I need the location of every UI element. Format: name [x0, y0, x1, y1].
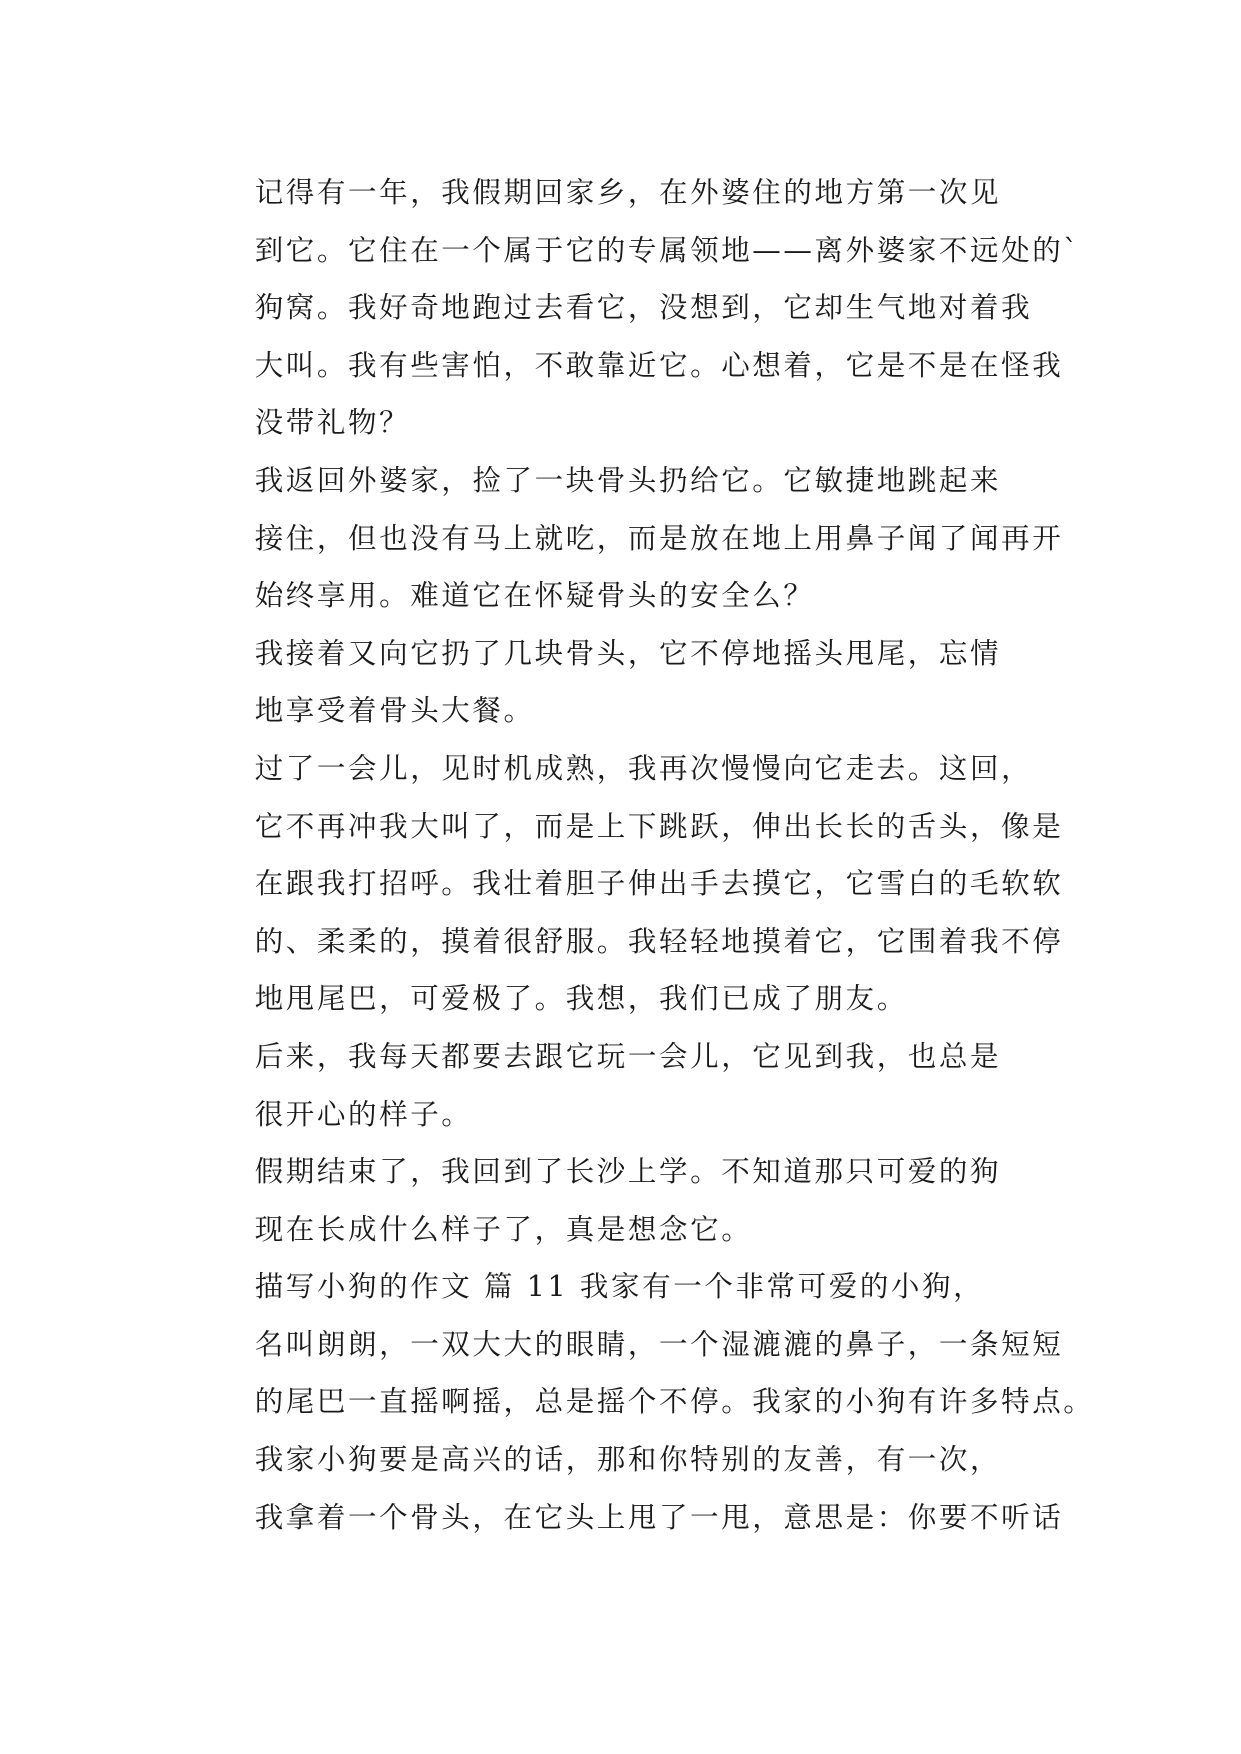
text-line: 我家小狗要是高兴的话，那和你特别的友善，有一次，	[254, 1443, 1002, 1477]
text-line: 现在长成什么样子了，真是想念它。	[254, 1212, 753, 1246]
text-line: 我返回外婆家，捡了一块骨头扔给它。它敏捷地跳起来	[254, 463, 1002, 497]
text-line: 很开心的样子。	[254, 1097, 473, 1131]
document-body	[192, 164, 1095, 1546]
text-line: 没带礼物？	[254, 406, 411, 440]
text-line: 的、柔柔的，摸着很舒服。我轻轻地摸着它，它围着我不停	[254, 924, 1064, 958]
text-line: 描写小狗的作文 篇 11 我家有一个非常可爱的小狗，	[254, 1270, 985, 1304]
text-line: 名叫朗朗，一双大大的眼睛，一个湿漉漉的鼻子，一条短短	[254, 1327, 1064, 1361]
text-line: 后来，我每天都要去跟它玩一会儿，它见到我，也总是	[254, 1039, 1002, 1073]
text-line: 狗窝。我好奇地跑过去看它，没想到，它却生气地对着我	[254, 291, 1033, 325]
text-line: 过了一会儿，见时机成熟，我再次慢慢向它走去。这回，	[254, 751, 1033, 785]
text-line: 到它。它住在一个属于它的专属领地——离外婆家不远处的`	[254, 233, 1081, 267]
text-line: 在跟我打招呼。我壮着胆子伸出手去摸它，它雪白的毛软软	[254, 867, 1064, 901]
text-line: 我接着又向它扔了几块骨头，它不停地摇头甩尾，忘情	[254, 636, 1002, 670]
text-line: 始终享用。难道它在怀疑骨头的安全么？	[254, 579, 815, 613]
paragraph	[192, 1258, 1095, 1431]
paragraph	[192, 1431, 1064, 1546]
text-line: 我拿着一个骨头，在它头上甩了一甩，意思是：你要不听话	[254, 1500, 1064, 1534]
paragraph	[192, 625, 1050, 740]
text-line: 地享受着骨头大餐。	[254, 694, 535, 728]
paragraph	[192, 740, 1064, 1028]
paragraph	[192, 164, 1081, 452]
text-line: 地甩尾巴，可爱极了。我想，我们已成了朋友。	[254, 982, 908, 1016]
paragraph	[192, 1143, 1050, 1258]
text-line: 记得有一年，我假期回家乡，在外婆住的地方第一次见	[254, 176, 1002, 209]
text-line: 它不再冲我大叫了，而是上下跳跃，伸出长长的舌头，像是	[254, 809, 1064, 843]
text-line: 接住，但也没有马上就吃，而是放在地上用鼻子闻了闻再开	[254, 521, 1064, 555]
text-line: 大叫。我有些害怕，不敢靠近它。心想着，它是不是在怪我	[254, 348, 1064, 382]
text-line: 假期结束了，我回到了长沙上学。不知道那只可爱的狗	[254, 1155, 1002, 1189]
paragraph	[192, 452, 1064, 625]
text-line: 的尾巴一直摇啊摇，总是摇个不停。我家的小狗有许多特点。	[254, 1385, 1095, 1419]
paragraph	[192, 1028, 1050, 1143]
